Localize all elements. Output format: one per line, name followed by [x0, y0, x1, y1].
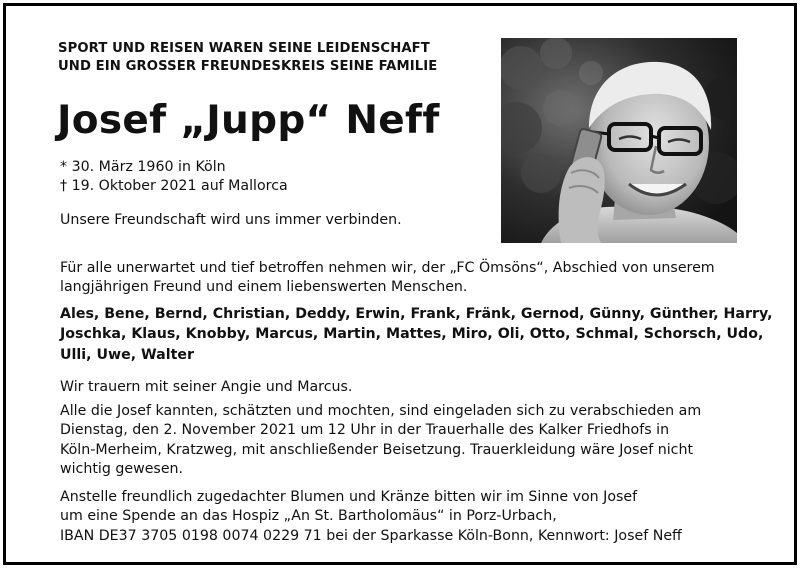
portrait-photo	[501, 38, 737, 243]
invitation-line-3: Köln-Merheim, Kratzweg, mit anschließender Beisetzung. Trauerkleidung wäre Josef nicht	[60, 441, 694, 458]
invitation-line-2: Dienstag, den 2. November 2021 um 12 Uhr in der Trauerhalle des Kalker Friedhofs in	[60, 422, 670, 439]
invitation-line-1: Alle die Josef kannten, schätzten und mochten, sind eingeladen sich zu verabschieden am	[60, 403, 702, 419]
donation-line-1: Anstelle freundlich zugedachter Blumen und Kränze bitten wir im Sinne von Josef	[60, 489, 638, 505]
death-date: † 19. Oktober 2021 auf Mallorca	[60, 178, 288, 194]
invitation-line-4: wichtig gewesen.	[60, 460, 184, 477]
intro-line-1: Für alle unerwartet und tief betroffen nehmen wir, der „FC Ömsöns“, Abschied von unserem	[60, 260, 715, 276]
intro-line-2: langjährigen Freund und einem liebenswerten Menschen.	[60, 279, 468, 296]
birth-date: * 30. März 1960 in Köln	[60, 159, 226, 175]
mourner-names-line-2: Joschka, Klaus, Knobby, Marcus, Martin, Mattes, Miro, Oli, Otto, Schmal, Schorsch, Udo,	[60, 326, 764, 343]
mourner-names-line-1: Ales, Bene, Bernd, Christian, Deddy, Erwin, Frank, Fränk, Gernod, Günny, Günther, Harry,	[60, 306, 773, 322]
donation-line-2: um eine Spende an das Hospiz „An St. Bartholomäus“ in Porz-Urbach,	[60, 508, 557, 525]
life-dates	[60, 158, 288, 196]
mourning-statement: Wir trauern mit seiner Angie und Marcus.	[60, 379, 353, 395]
funeral-invitation	[60, 402, 760, 479]
friendship-statement: Unsere Freundschaft wird uns immer verbinden.	[60, 212, 402, 228]
tagline-line-1: SPORT UND REISEN WAREN SEINE LEIDENSCHAFT	[58, 41, 430, 56]
intro-paragraph	[60, 259, 750, 298]
deceased-name: Josef „Jupp“ Neff	[57, 98, 440, 143]
tagline-line-2: UND EIN GROSSER FREUNDESKREIS SEINE FAMILIE	[58, 59, 438, 74]
tagline	[58, 40, 498, 76]
mourner-names-line-3: Ulli, Uwe, Walter	[60, 346, 194, 363]
mourner-names	[60, 304, 773, 365]
donation-line-3: IBAN DE37 3705 0198 0074 0229 71 bei der Sparkasse Köln-Bonn, Kennwort: Josef Neff	[60, 527, 682, 544]
donation-request	[60, 488, 760, 546]
obituary-notice	[3, 3, 797, 565]
